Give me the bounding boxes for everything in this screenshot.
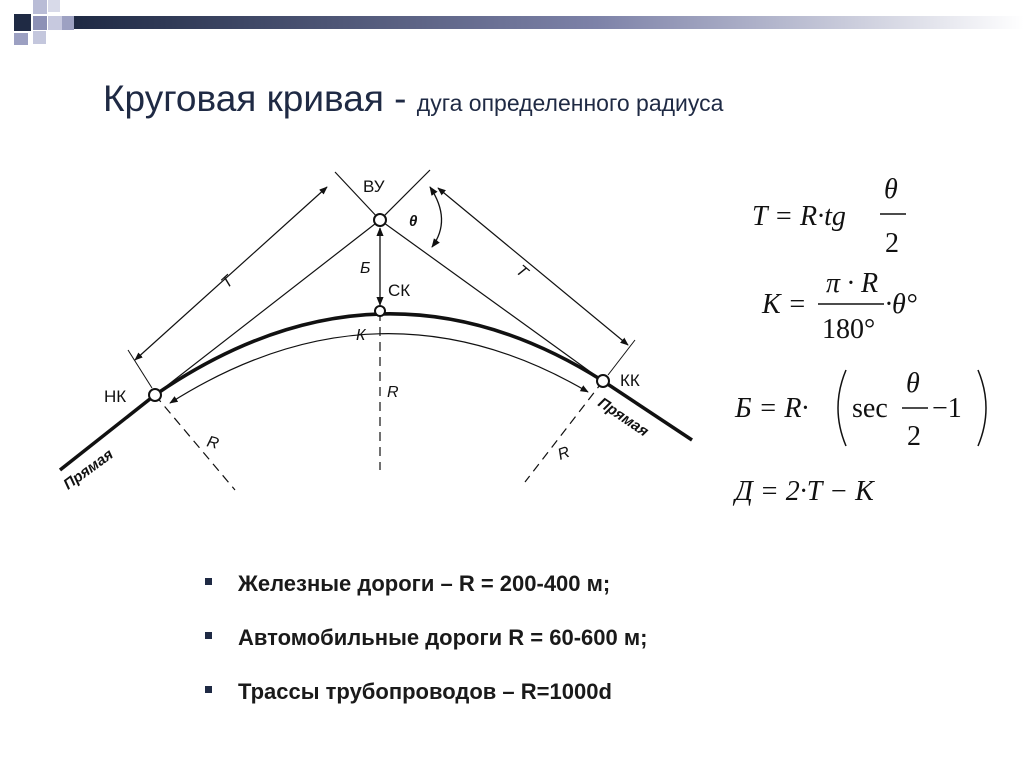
label-r-left: R (204, 433, 221, 453)
title-subtitle: дуга определенного радиуса (416, 90, 724, 116)
list-item (205, 673, 965, 727)
tangent-right-line (380, 220, 603, 381)
formula-t (752, 174, 906, 259)
point-kk (597, 375, 609, 387)
formula-b-lhs: Б = R· (735, 393, 809, 424)
formula-t-den: 2 (885, 228, 899, 259)
label-kk: КК (620, 371, 640, 390)
bullet-list (205, 565, 965, 727)
formula-b-fn: sec (852, 393, 888, 424)
list-item (205, 619, 965, 673)
label-vu: ВУ (363, 177, 385, 196)
formula-b-num: θ (906, 368, 920, 399)
label-b: Б (360, 260, 371, 277)
angle-theta-arc (430, 187, 442, 247)
label-t-right: T (512, 262, 531, 282)
bullet-square-icon (205, 578, 212, 585)
bullet-text-railways: Железные дороги – R = 200-400 м; (238, 571, 611, 596)
formula-d: Д = 2·Т − К (735, 476, 874, 507)
dimension-k-arc (170, 334, 588, 403)
point-sk (375, 306, 385, 316)
radius-left (155, 395, 235, 490)
label-r-right: R (555, 443, 573, 464)
radius-right (525, 381, 603, 482)
dimension-t-left (135, 187, 327, 360)
formula-k-num: π · R (826, 268, 879, 299)
formula-t-num: θ (884, 174, 898, 205)
point-nk (149, 389, 161, 401)
formula-b-rhs: −1 (932, 393, 962, 424)
title-dash: - (383, 78, 417, 119)
curve-arc (155, 314, 603, 395)
formula-k-rhs: ·θ° (885, 289, 917, 320)
formula-t-lhs: T = R·tg (752, 201, 846, 232)
list-item (205, 565, 965, 619)
header-decoration (0, 0, 1024, 60)
label-k: К (356, 327, 366, 344)
formula-b-den: 2 (907, 421, 921, 452)
title-main: Круговая кривая (103, 78, 384, 119)
bullet-square-icon (205, 686, 212, 693)
formula-k-den: 180° (822, 314, 876, 345)
formulas-panel (730, 168, 1020, 528)
label-theta: θ (409, 213, 418, 230)
deco-square-dark (14, 14, 31, 31)
slide-title (103, 78, 723, 120)
formula-b (734, 368, 986, 452)
tangent-left-line (155, 220, 380, 395)
bullet-text-roads: Автомобильные дороги R = 60-600 м; (238, 625, 648, 650)
label-nk: НК (104, 387, 127, 406)
formula-k-lhs: K = (762, 289, 807, 320)
point-vu (374, 214, 386, 226)
bullet-text-pipelines: Трассы трубопроводов – R=1000d (238, 679, 612, 704)
label-sk: СК (388, 281, 411, 300)
label-pryamaya-right: Прямая (594, 394, 652, 441)
formula-k (761, 268, 917, 345)
circular-curve-diagram (0, 150, 720, 510)
label-r-center: R (387, 384, 399, 401)
bullet-square-icon (205, 632, 212, 639)
label-pryamaya-left: Прямая (60, 445, 117, 494)
label-t-left: T (218, 272, 237, 292)
